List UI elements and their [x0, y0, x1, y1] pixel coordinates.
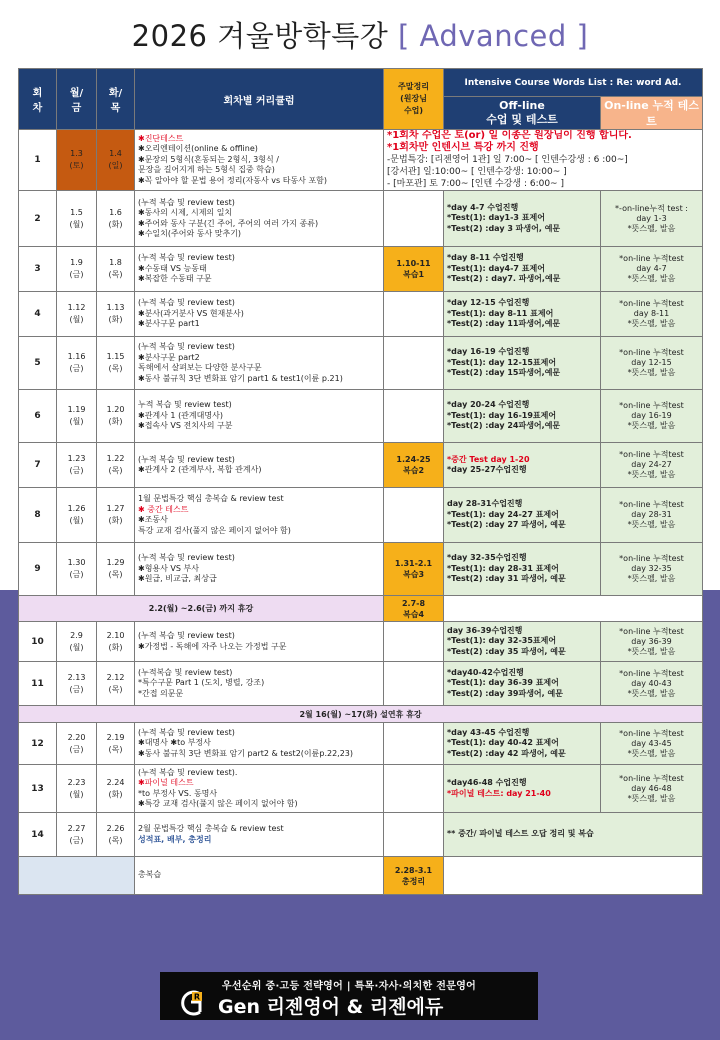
date-mon-fri: 1.23 (금)	[57, 443, 97, 488]
empty-cell	[19, 857, 135, 895]
text-line: *day40-42수업진행	[447, 667, 524, 677]
text-line: *뜻스펠, 발음	[627, 274, 676, 283]
text-line: *뜻스펠, 발음	[627, 319, 676, 328]
text-line: day 46-48	[631, 783, 672, 793]
text-line: *day 4-7 수업진행	[447, 202, 519, 212]
header-mon-fri: 월/ 금	[57, 69, 97, 130]
text-line: ✱분사구문 part2	[138, 352, 200, 362]
text-line: *1회차 수업은 토(or) 일 이종은 원장님이 진행 합니다.	[387, 130, 632, 141]
date-tue-thu: 2.19 (목)	[97, 723, 135, 765]
text-line: ✱원급, 비교급, 최상급	[138, 574, 217, 584]
text-line: day 36-39	[631, 636, 672, 646]
text-line: ✱대명사 ✱to 부정사	[138, 738, 211, 748]
text-line: *-on-line누적 test :	[615, 203, 688, 213]
text-line: *Test(2) :day 15파생어,예문	[447, 368, 561, 378]
text-line: *Test(2) :day 39파생어, 예문	[447, 688, 563, 698]
date-tue-thu: 2.10 (화)	[97, 622, 135, 662]
date-mon-fri: 1.5 (월)	[57, 191, 97, 247]
text-line: *day 12-15 수업진행	[447, 298, 530, 308]
date-mon-fri: 1.3 (토)	[57, 130, 97, 191]
curriculum-cell	[135, 443, 384, 488]
text-line: 특강 교재 검사(풀지 않은 페이지 없어야 함)	[138, 525, 291, 535]
notice-cell	[384, 130, 703, 191]
weekend-review-cell	[384, 488, 444, 543]
text-line: *뜻스펠, 발음	[627, 470, 676, 479]
text-line: *day 25-27수업진행	[447, 465, 527, 474]
weekend-review-cell	[384, 337, 444, 390]
text-line: ✱가정법 - 독해에 자주 나오는 가정법 구문	[138, 641, 287, 651]
text-line: *뜻스펠, 발음	[627, 646, 676, 656]
text-line: *Test(1): day1-3 표제어	[447, 213, 545, 223]
text-line: *Test(1): day 24-27 표제어	[447, 509, 559, 519]
text-line: *뜻스펠, 발음	[627, 688, 676, 698]
text-line: *뜻스펠, 발음	[627, 748, 676, 758]
text-line: *Test(2) :day 27 파생어, 예문	[447, 520, 566, 530]
date-mon-fri: 1.9 (금)	[57, 247, 97, 292]
text-line: 성적표, 배부, 총정리	[138, 834, 212, 844]
header-weekend-review: 주말정리 (원장님 수업)	[384, 69, 444, 130]
session-number: 1	[19, 130, 57, 191]
date-tue-thu: 2.12 (목)	[97, 662, 135, 706]
weekend-review-cell: 2.28-3.1 총정리	[384, 857, 444, 895]
text-line: *day 8-11 수업진행	[447, 253, 524, 263]
curriculum-cell	[135, 622, 384, 662]
text-line: *day 43-45 수업진행	[447, 727, 530, 737]
text-line: 2월 문법특강 핵심 총복습 & review test	[138, 824, 284, 833]
brand-name	[178, 992, 528, 1016]
date-tue-thu: 1.8 (목)	[97, 247, 135, 292]
text-line: *on-line 누적test	[619, 500, 684, 509]
text-line: day 36-39수업진행	[447, 625, 523, 635]
text-line: - [마포관] 토 7:00~ [인텐 수강생 : 6:00~ ]	[387, 179, 564, 189]
weekend-review-cell: 1.10-11 복습1	[384, 247, 444, 292]
online-test-cell	[601, 390, 703, 443]
text-line: *on-line 누적test	[619, 626, 684, 636]
curriculum-cell	[135, 390, 384, 443]
text-line: ✱오리엔테이션(online & offline)	[138, 144, 258, 154]
session-number: 6	[19, 390, 57, 443]
text-line: (누적 복습 및 review test)	[138, 727, 235, 737]
text-line: (누적 복습 및 review test)	[138, 253, 235, 263]
text-line: ✱동사 불규칙 3단 변화표 암기 part2 & test2(이륜p.22,23)	[138, 748, 354, 758]
table-row	[19, 247, 703, 292]
text-line: *뜻스펠, 발음	[627, 520, 676, 529]
text-line: day 1-3	[636, 213, 667, 223]
date-tue-thu: 1.27 (화)	[97, 488, 135, 543]
offline-summary-cell: ** 중간/ 파이널 테스트 오답 정리 및 복습	[444, 813, 703, 857]
text-line: *day 16-19 수업진행	[447, 347, 530, 357]
curriculum-cell: 총복습	[135, 857, 384, 895]
text-line: ✱수일치(주어와 동사 맞추기)	[138, 229, 242, 238]
text-line: ✱ 중간 테스트	[138, 504, 189, 514]
text-line: 1월 문법특강 핵심 총복습 & review test	[138, 494, 284, 503]
text-line: *Test(2) :day 42 파생어, 예문	[447, 748, 566, 758]
header-offline: Off-line 수업 및 테스트	[444, 97, 601, 130]
table-row	[19, 488, 703, 543]
text-line: day 43-45	[631, 738, 672, 748]
header-session: 회 차	[19, 69, 57, 130]
header-curriculum: 회차별 커리큘럼	[135, 69, 384, 130]
online-test-cell	[601, 622, 703, 662]
holiday-break-1: 2.2(월) ~2.6(금) 까지 휴강	[19, 596, 384, 622]
session-number: 5	[19, 337, 57, 390]
brand-tagline: 우선순위 중·고등 전략영어 | 특목·자사·의치한 전문영어	[221, 981, 477, 992]
online-test-cell	[601, 443, 703, 488]
weekend-review-cell	[384, 292, 444, 337]
date-tue-thu: 1.13 (화)	[97, 292, 135, 337]
text-line: *Test(1): day 8-11 표제어	[447, 308, 554, 318]
online-test-cell	[601, 191, 703, 247]
offline-test-cell	[444, 543, 601, 596]
text-line: *on-line 누적test	[619, 450, 684, 459]
text-line: day 32-35	[631, 564, 672, 573]
online-test-cell	[601, 488, 703, 543]
table-row	[19, 765, 703, 813]
date-mon-fri: 2.9 (월)	[57, 622, 97, 662]
text-line: ✱형용사 VS 부사	[138, 563, 199, 573]
text-line: (누적 복습 및 review test)	[138, 553, 235, 563]
table-row	[19, 543, 703, 596]
text-line: ✱관계사 2 (관계부사, 복합 관계사)	[138, 465, 262, 474]
curriculum-cell	[135, 292, 384, 337]
text-line: ✱꼭 알아야 할 문법 용어 정리(자동사 vs 타동사 포함)	[138, 175, 328, 185]
text-line: *Test(2) : day7. 파생어,예문	[447, 274, 561, 284]
date-mon-fri: 1.30 (금)	[57, 543, 97, 596]
date-tue-thu: 1.20 (화)	[97, 390, 135, 443]
date-tue-thu: 1.22 (목)	[97, 443, 135, 488]
curriculum-table	[18, 68, 703, 895]
header-words-list: Intensive Course Words List : Re: word Ad.	[444, 69, 703, 97]
curriculum-cell	[135, 191, 384, 247]
session-number: 10	[19, 622, 57, 662]
weekend-review-cell	[384, 622, 444, 662]
text-line: *Test(1): day 40-42 표제어	[447, 738, 559, 748]
table-row	[19, 662, 703, 706]
text-line: *on-line 누적test	[619, 348, 684, 357]
schedule-sheet	[18, 68, 702, 895]
text-line: [강서관] 일:10:00~ [ 인텐수강생: 10:00~ ]	[387, 167, 567, 177]
table-row	[19, 191, 703, 247]
offline-test-cell	[444, 292, 601, 337]
date-mon-fri: 2.23 (월)	[57, 765, 97, 813]
text-line: (누적 복습 및 review test)	[138, 454, 235, 464]
text-line: *to 부정사 VS. 동명사	[138, 788, 218, 798]
text-line: day 24-27	[631, 460, 672, 469]
svg-text:R: R	[193, 992, 201, 1002]
text-line: (누적 복습 및 review test).	[138, 767, 238, 777]
date-tue-thu: 1.4 (일)	[97, 130, 135, 191]
text-line: *Test(2) :day 11파생어,예문	[447, 319, 561, 329]
weekend-review-cell	[384, 765, 444, 813]
session-number: 11	[19, 662, 57, 706]
text-line: ✱파이널 테스트	[138, 778, 194, 787]
online-test-cell	[601, 723, 703, 765]
online-test-cell	[601, 247, 703, 292]
text-line: (누적 복습 및 review test)	[138, 631, 235, 640]
curriculum-cell	[135, 130, 384, 191]
curriculum-cell	[135, 723, 384, 765]
curriculum-cell	[135, 813, 384, 857]
text-line: *중간 Test day 1-20	[447, 454, 530, 464]
text-line: ✱특강 교재 검사(풀지 않은 페이지 없어야 함)	[138, 799, 298, 808]
text-line: *Test(2) :day 3 파생어, 예문	[447, 223, 561, 233]
session-number: 4	[19, 292, 57, 337]
session-number: 7	[19, 443, 57, 488]
text-line: *간접 의문문	[138, 688, 184, 698]
text-line: ✱분사구문 part1	[138, 319, 200, 329]
text-line: *1회차만 인텐시브 특강 까지 진행	[387, 142, 539, 153]
offline-test-cell	[444, 443, 601, 488]
offline-test-cell	[444, 662, 601, 706]
text-line: *on-line 누적test	[619, 668, 684, 678]
text-line: day 28-31수업진행	[447, 499, 523, 509]
text-line: *day 20-24 수업진행	[447, 400, 530, 410]
online-test-cell	[601, 765, 703, 813]
title-accent: [ Advanced ]	[398, 19, 589, 53]
date-tue-thu: 1.15 (목)	[97, 337, 135, 390]
table-row	[19, 390, 703, 443]
date-mon-fri: 2.13 (금)	[57, 662, 97, 706]
weekend-review-cell	[384, 662, 444, 706]
text-line: *Test(1): day 36-39 표제어	[447, 678, 559, 688]
text-line: *day 32-35수업진행	[447, 553, 527, 563]
date-mon-fri: 1.19 (월)	[57, 390, 97, 443]
session-number: 3	[19, 247, 57, 292]
brand-logo-icon	[178, 990, 218, 1016]
text-line: *Test(1): day4-7 표제어	[447, 263, 545, 273]
text-line: *Test(1): day 16-19표제어	[447, 410, 557, 420]
text-line: *뜻스펠, 발음	[627, 793, 676, 803]
text-line: ✱분사(과거분사 VS 현재분사)	[138, 308, 244, 318]
text-line: *Test(1): day 32-35표제어	[447, 636, 557, 646]
offline-test-cell	[444, 191, 601, 247]
date-tue-thu: 2.26 (목)	[97, 813, 135, 857]
text-line: ✱동사의 시제, 시제의 일치	[138, 208, 233, 217]
text-line: *on-line 누적test	[619, 728, 684, 738]
text-line: *day46-48 수업진행	[447, 778, 527, 787]
weekend-review-cell: 1.31-2.1 복습3	[384, 543, 444, 596]
offline-test-cell	[444, 723, 601, 765]
date-tue-thu: 1.29 (목)	[97, 543, 135, 596]
text-line: 독해에서 살펴보는 다양한 분사구문	[138, 363, 262, 372]
online-test-cell	[601, 337, 703, 390]
curriculum-cell	[135, 543, 384, 596]
text-line: ✱접속사 VS 전치사의 구분	[138, 421, 233, 431]
text-line: *on-line 누적test	[619, 299, 684, 308]
date-mon-fri: 1.26 (월)	[57, 488, 97, 543]
text-line: *Test(1): day 28-31 표제어	[447, 563, 559, 573]
text-line: day 8-11	[633, 309, 670, 318]
weekend-review-cell: 2.7-8 복습4	[384, 596, 444, 622]
text-line: ✱주어와 동사 구분(긴 주어, 주어의 여러 가지 종류)	[138, 218, 319, 228]
text-line: ✱진단테스트	[138, 133, 184, 143]
text-line: ✱조동사	[138, 515, 168, 524]
text-line: -문법특강: [리젠영어 1관] 일 7:00~ [ 인텐수강생 : 6 :00~]	[387, 155, 628, 165]
text-line: *on-line 누적test	[619, 254, 684, 263]
text-line: (누적 복습 및 review test)	[138, 342, 235, 351]
text-line: day 4-7	[636, 264, 667, 273]
text-line: day 28-31	[631, 510, 672, 519]
weekend-review-cell: 1.24-25 복습2	[384, 443, 444, 488]
text-line: *on-line 누적test	[619, 554, 684, 563]
table-row	[19, 292, 703, 337]
text-line: ✱문장의 5형식(혼동되는 2형식, 3형식 /	[138, 154, 279, 164]
offline-test-cell	[444, 765, 601, 813]
date-tue-thu: 2.24 (화)	[97, 765, 135, 813]
weekend-review-cell	[384, 191, 444, 247]
date-mon-fri: 1.12 (월)	[57, 292, 97, 337]
brand-footer	[160, 972, 538, 1020]
text-line: *뜻스펠, 발음	[627, 574, 676, 583]
text-line: *특수구문 Part 1 (도치, 병렬, 강조)	[138, 678, 265, 688]
header-online: On-line 누적 테스트	[601, 97, 703, 130]
offline-test-cell	[444, 622, 601, 662]
date-mon-fri: 2.27 (금)	[57, 813, 97, 857]
text-line: *뜻스펠, 발음	[627, 223, 676, 233]
text-line: day 16-19	[631, 411, 672, 420]
date-tue-thu: 1.6 (화)	[97, 191, 135, 247]
text-line: *파이널 테스트: day 21-40	[447, 788, 551, 798]
weekend-review-cell	[384, 390, 444, 443]
title-main: 2026 겨울방학특강	[131, 19, 389, 53]
offline-test-cell	[444, 390, 601, 443]
text-line: day 12-15	[631, 358, 672, 367]
empty-cell	[444, 857, 703, 895]
page-title	[0, 14, 720, 55]
table-row	[19, 622, 703, 662]
online-test-cell	[601, 543, 703, 596]
table-row	[19, 813, 703, 857]
online-test-cell	[601, 292, 703, 337]
text-line: ✱수동태 VS 능동태	[138, 263, 207, 273]
text-line: ✱동사 불규칙 3단 변화표 암기 part1 & test1(이륜 p.21)	[138, 373, 343, 383]
session-number: 8	[19, 488, 57, 543]
online-test-cell	[601, 662, 703, 706]
holiday-break-2: 2월 16(월) ~17(화) 설연휴 휴강	[19, 706, 703, 723]
text-line: *Test(2) :day 31 파생어, 예문	[447, 574, 566, 584]
table-row	[19, 130, 703, 191]
header-tue-thu: 화/ 목	[97, 69, 135, 130]
brand-text: Gen 리젠영어 & 리젠에듀	[218, 996, 444, 1018]
session-number: 14	[19, 813, 57, 857]
weekend-review-cell	[384, 723, 444, 765]
offline-test-cell	[444, 337, 601, 390]
text-line: *on-line 누적test	[619, 773, 684, 783]
text-line: *뜻스펠, 발음	[627, 421, 676, 430]
date-mon-fri: 1.16 (금)	[57, 337, 97, 390]
table-row	[19, 337, 703, 390]
session-number: 12	[19, 723, 57, 765]
review-cell	[384, 813, 444, 857]
text-line: *Test(1): day 12-15표제어	[447, 357, 557, 367]
curriculum-cell	[135, 662, 384, 706]
text-line: (누적복습 및 review test)	[138, 667, 233, 677]
curriculum-cell	[135, 337, 384, 390]
text-line: *Test(2) :day 35 파생어, 예문	[447, 646, 566, 656]
curriculum-cell	[135, 765, 384, 813]
text-line: *on-line 누적test	[619, 401, 684, 410]
text-line: day 40-43	[631, 678, 672, 688]
text-line: ✱관계사 1 (관계대명사)	[138, 410, 223, 420]
text-line: (누적 복습 및 review test)	[138, 197, 235, 207]
empty-cell	[444, 596, 703, 622]
offline-test-cell	[444, 247, 601, 292]
text-line: *뜻스펠, 발음	[627, 368, 676, 377]
table-row	[19, 723, 703, 765]
text-line: ✱복잡한 수동태 구문	[138, 274, 212, 284]
offline-test-cell	[444, 488, 601, 543]
table-row	[19, 443, 703, 488]
curriculum-cell	[135, 247, 384, 292]
curriculum-cell	[135, 488, 384, 543]
text-line: *Test(2) :day 24파생어,예문	[447, 421, 561, 431]
text-line: 문장을 길어지게 하는 5형식 집중 학습)	[138, 165, 275, 175]
session-number: 2	[19, 191, 57, 247]
text-line: (누적 복습 및 review test)	[138, 298, 235, 308]
date-mon-fri: 2.20 (금)	[57, 723, 97, 765]
text-line: 누적 복습 및 review test)	[138, 400, 232, 410]
session-number: 9	[19, 543, 57, 596]
session-number: 13	[19, 765, 57, 813]
